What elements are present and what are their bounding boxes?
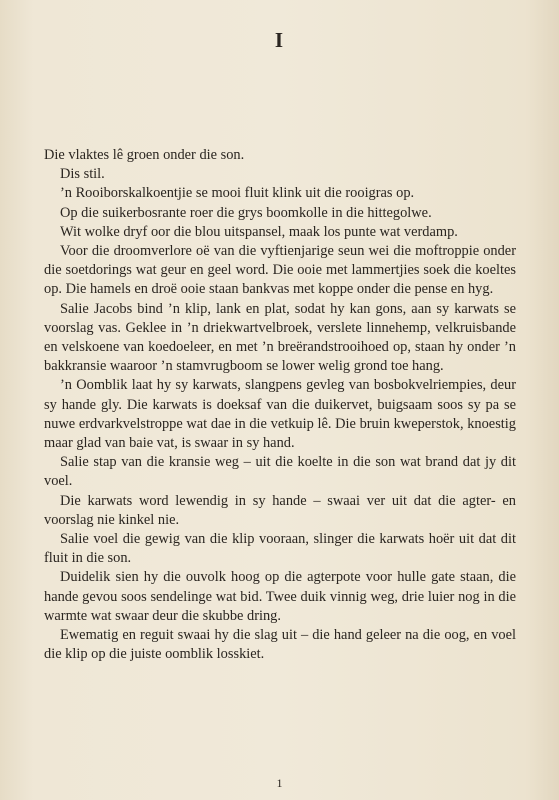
paragraph: ’n Oomblik laat hy sy karwats, slangpens gevleg van bosbokvelriempies, deur sy hande gly. Die karwats is doeksaf van die duikervet, buigsaam soos sy pa se nuwe erdvarkvelstroppe wat dae in die vetkuip lê. Die bruin kweperstok, knoestig maar glad van baie vat, is swaar in sy hand. — [44, 377, 516, 452]
paragraph: Salie voel die gewig van die klip vooraan, slinger die karwats hoër uit dat dit fluit in die son. — [44, 531, 516, 567]
paragraph: Die karwats word lewendig in sy hande – swaai ver uit dat die agter- en voorslag nie kinkel nie. — [44, 492, 516, 528]
paragraph: Op die suikerbosrante roer die grys boomkolle in die hittegolwe. — [60, 204, 432, 221]
chapter-heading: I — [274, 28, 285, 52]
chapter-text — [44, 146, 516, 664]
paragraph: Ewematig en reguit swaai hy die slag uit – die hand geleer na die oog, en voel die klip op die juiste oomblik losskiet. — [44, 627, 516, 663]
paragraph: Salie Jacobs bind ’n klip, lank en plat, sodat hy kan gons, aan sy karwats se voorslag vas. Geklee in ’n driekwartvelbroek, verslete linnehemp, velkruisbande en velskoene van koedoeleer, en met ’n breërandstrooihoed op, staan hy onder ’n bakkransie waaroor ’n stamvrugboom se lower welig grond toe hang. — [44, 300, 516, 375]
paragraph: Voor die droomverlore oë van die vyftienjarige seun wei die moftroppie onder die soetdorings wat geur en geel word. Die ooie met lammertjies soek die koeltes op. Die hamels en droë ooie staan bankvas met koppe onder die pense en hyg. — [44, 243, 516, 298]
paragraph: ’n Rooiborskalkoentjie se mooi fluit klink uit die rooigras op. — [60, 185, 415, 202]
paragraph: Salie stap van die kransie weg – uit die koelte in die son wat brand dat jy dit voel. — [44, 454, 516, 490]
page-number: 1 — [276, 776, 283, 790]
paragraph: Dis stil. — [60, 166, 105, 183]
paragraph: Duidelik sien hy die ouvolk hoog op die agterpote voor hulle gate staan, die hande gevou soos sendelinge wat bid. Twee duik vinnig weg, drie luier nog in die warmte wat swaar deur die skubbe dring. — [44, 569, 516, 624]
paragraph: Wit wolke dryf oor die blou uitspansel, maak los punte wat verdamp. — [60, 223, 458, 240]
paragraph: Die vlaktes lê groen onder die son. — [44, 147, 245, 163]
